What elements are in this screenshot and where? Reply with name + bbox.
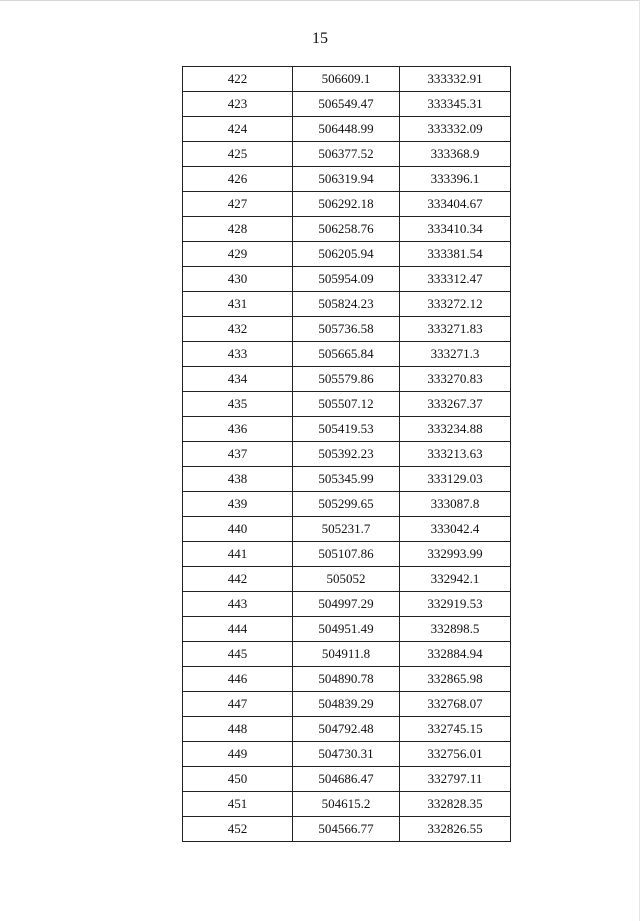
point-number-cell: 446 <box>183 667 293 692</box>
x-coordinate-cell: 506448.99 <box>293 117 400 142</box>
x-coordinate-cell: 505345.99 <box>293 467 400 492</box>
table-row <box>183 517 511 542</box>
x-coordinate-cell: 505665.84 <box>293 342 400 367</box>
table-row <box>183 392 511 417</box>
table-row <box>183 242 511 267</box>
x-coordinate-cell: 504890.78 <box>293 667 400 692</box>
table-row <box>183 142 511 167</box>
table-row <box>183 367 511 392</box>
x-coordinate-cell: 506205.94 <box>293 242 400 267</box>
x-coordinate-cell: 504686.47 <box>293 767 400 792</box>
x-coordinate-cell: 506377.52 <box>293 142 400 167</box>
point-number-cell: 443 <box>183 592 293 617</box>
table-row <box>183 192 511 217</box>
table-row <box>183 567 511 592</box>
point-number-cell: 439 <box>183 492 293 517</box>
point-number-cell: 431 <box>183 292 293 317</box>
table-row <box>183 317 511 342</box>
point-number-cell: 447 <box>183 692 293 717</box>
point-number-cell: 440 <box>183 517 293 542</box>
x-coordinate-cell: 505736.58 <box>293 317 400 342</box>
table-row <box>183 417 511 442</box>
point-number-cell: 448 <box>183 717 293 742</box>
table-row <box>183 92 511 117</box>
table-row <box>183 167 511 192</box>
x-coordinate-cell: 505824.23 <box>293 292 400 317</box>
point-number-cell: 450 <box>183 767 293 792</box>
y-coordinate-cell: 333234.88 <box>400 417 511 442</box>
table-row <box>183 692 511 717</box>
y-coordinate-cell: 332942.1 <box>400 567 511 592</box>
point-number-cell: 430 <box>183 267 293 292</box>
y-coordinate-cell: 332768.07 <box>400 692 511 717</box>
y-coordinate-cell: 333042.4 <box>400 517 511 542</box>
table-row <box>183 717 511 742</box>
table-row <box>183 467 511 492</box>
y-coordinate-cell: 333271.83 <box>400 317 511 342</box>
x-coordinate-cell: 504839.29 <box>293 692 400 717</box>
y-coordinate-cell: 332884.94 <box>400 642 511 667</box>
point-number-cell: 441 <box>183 542 293 567</box>
x-coordinate-cell: 506549.47 <box>293 92 400 117</box>
x-coordinate-cell: 504792.48 <box>293 717 400 742</box>
x-coordinate-cell: 505392.23 <box>293 442 400 467</box>
table-row <box>183 267 511 292</box>
table-row <box>183 542 511 567</box>
x-coordinate-cell: 505579.86 <box>293 367 400 392</box>
y-coordinate-cell: 333213.63 <box>400 442 511 467</box>
table-row <box>183 817 511 842</box>
x-coordinate-cell: 505107.86 <box>293 542 400 567</box>
y-coordinate-cell: 333312.47 <box>400 267 511 292</box>
table-row <box>183 592 511 617</box>
table-row <box>183 217 511 242</box>
table-row <box>183 642 511 667</box>
point-number-cell: 422 <box>183 67 293 92</box>
x-coordinate-cell: 504951.49 <box>293 617 400 642</box>
table-row <box>183 442 511 467</box>
y-coordinate-cell: 332865.98 <box>400 667 511 692</box>
y-coordinate-cell: 333267.37 <box>400 392 511 417</box>
point-number-cell: 451 <box>183 792 293 817</box>
point-number-cell: 425 <box>183 142 293 167</box>
y-coordinate-cell: 332745.15 <box>400 717 511 742</box>
y-coordinate-cell: 333332.91 <box>400 67 511 92</box>
y-coordinate-cell: 332919.53 <box>400 592 511 617</box>
x-coordinate-cell: 506319.94 <box>293 167 400 192</box>
y-coordinate-cell: 332797.11 <box>400 767 511 792</box>
point-number-cell: 432 <box>183 317 293 342</box>
table-row <box>183 792 511 817</box>
y-coordinate-cell: 332993.99 <box>400 542 511 567</box>
x-coordinate-cell: 505299.65 <box>293 492 400 517</box>
table-row <box>183 617 511 642</box>
point-number-cell: 437 <box>183 442 293 467</box>
point-number-cell: 429 <box>183 242 293 267</box>
y-coordinate-cell: 333271.3 <box>400 342 511 367</box>
point-number-cell: 452 <box>183 817 293 842</box>
point-number-cell: 449 <box>183 742 293 767</box>
point-number-cell: 436 <box>183 417 293 442</box>
x-coordinate-cell: 504911.8 <box>293 642 400 667</box>
table-row <box>183 667 511 692</box>
point-number-cell: 428 <box>183 217 293 242</box>
x-coordinate-cell: 504566.77 <box>293 817 400 842</box>
point-number-cell: 423 <box>183 92 293 117</box>
x-coordinate-cell: 505954.09 <box>293 267 400 292</box>
point-number-cell: 427 <box>183 192 293 217</box>
x-coordinate-cell: 505052 <box>293 567 400 592</box>
page-number: 15 <box>312 30 328 47</box>
table-row <box>183 292 511 317</box>
table-row <box>183 67 511 92</box>
point-number-cell: 434 <box>183 367 293 392</box>
point-number-cell: 433 <box>183 342 293 367</box>
coordinates-table <box>182 66 511 842</box>
point-number-cell: 445 <box>183 642 293 667</box>
table-row <box>183 767 511 792</box>
x-coordinate-cell: 505419.53 <box>293 417 400 442</box>
table-row <box>183 117 511 142</box>
y-coordinate-cell: 332826.55 <box>400 817 511 842</box>
point-number-cell: 435 <box>183 392 293 417</box>
x-coordinate-cell: 504615.2 <box>293 792 400 817</box>
y-coordinate-cell: 333270.83 <box>400 367 511 392</box>
y-coordinate-cell: 333129.03 <box>400 467 511 492</box>
x-coordinate-cell: 504997.29 <box>293 592 400 617</box>
point-number-cell: 426 <box>183 167 293 192</box>
y-coordinate-cell: 333396.1 <box>400 167 511 192</box>
y-coordinate-cell: 333410.34 <box>400 217 511 242</box>
x-coordinate-cell: 506609.1 <box>293 67 400 92</box>
y-coordinate-cell: 333087.8 <box>400 492 511 517</box>
y-coordinate-cell: 333368.9 <box>400 142 511 167</box>
point-number-cell: 424 <box>183 117 293 142</box>
x-coordinate-cell: 505507.12 <box>293 392 400 417</box>
x-coordinate-cell: 506292.18 <box>293 192 400 217</box>
x-coordinate-cell: 505231.7 <box>293 517 400 542</box>
point-number-cell: 438 <box>183 467 293 492</box>
y-coordinate-cell: 333272.12 <box>400 292 511 317</box>
scan-edge-top <box>0 0 640 1</box>
y-coordinate-cell: 333404.67 <box>400 192 511 217</box>
point-number-cell: 444 <box>183 617 293 642</box>
point-number-cell: 442 <box>183 567 293 592</box>
table-row <box>183 492 511 517</box>
coordinates-table-body <box>183 67 511 842</box>
table-row <box>183 742 511 767</box>
y-coordinate-cell: 332828.35 <box>400 792 511 817</box>
y-coordinate-cell: 333345.31 <box>400 92 511 117</box>
y-coordinate-cell: 332756.01 <box>400 742 511 767</box>
x-coordinate-cell: 506258.76 <box>293 217 400 242</box>
y-coordinate-cell: 333332.09 <box>400 117 511 142</box>
x-coordinate-cell: 504730.31 <box>293 742 400 767</box>
y-coordinate-cell: 332898.5 <box>400 617 511 642</box>
table-row <box>183 342 511 367</box>
y-coordinate-cell: 333381.54 <box>400 242 511 267</box>
